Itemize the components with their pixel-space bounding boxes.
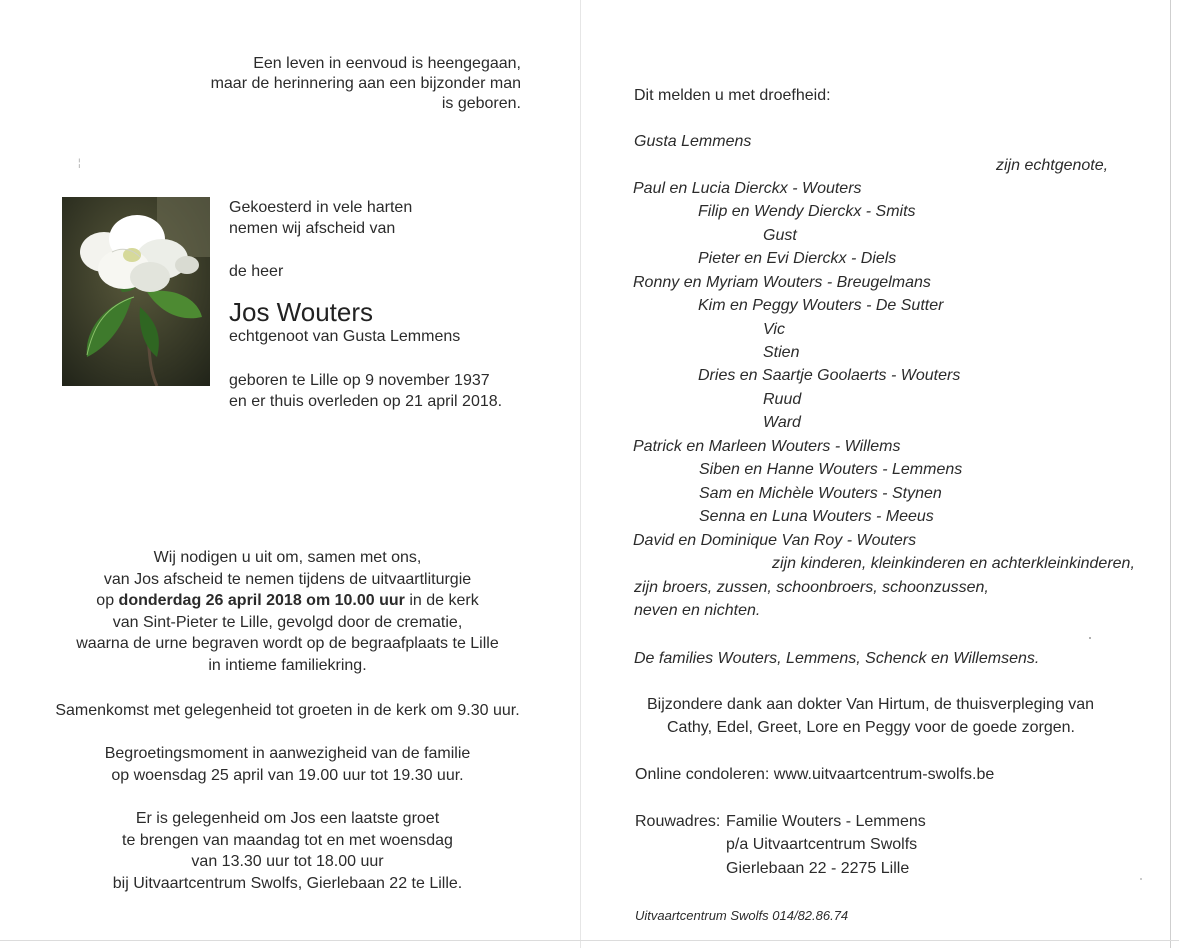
quote-line: is geboren. — [441, 95, 521, 112]
families-line: De families Wouters, Lemmens, Schenck en Willemsens. — [634, 650, 1040, 667]
family-member: Kim en Peggy Wouters - De Sutter — [698, 297, 944, 314]
address-line: Familie Wouters - Lemmens — [726, 813, 926, 830]
invitation-date-prefix: op — [96, 592, 119, 610]
quote-line: maar de herinnering aan een bijzonder man — [210, 75, 521, 92]
relatives-line: neven en nichten. — [634, 602, 761, 619]
invitation-line: Wij nodigen u uit om, samen met ons, — [153, 549, 422, 566]
family-member: Sam en Michèle Wouters - Stynen — [699, 485, 942, 502]
opening-quote — [180, 54, 521, 114]
visit-line: te brengen van maandag tot en met woensdag — [122, 831, 453, 849]
card-bottom-edge — [0, 940, 1179, 941]
greeting-line: op woensdag 25 april van 19.00 uur tot 19.30 uur. — [111, 766, 464, 784]
spouse-line: echtgenoot van Gusta Lemmens — [229, 328, 461, 345]
invitation-line: van Jos afscheid te nemen tijdens de uitvaartliturgie — [103, 570, 472, 588]
invitation-line: van Sint-Pieter te Lille, gevolgd door de crematie, — [112, 613, 463, 631]
invitation-date-suffix: in de kerk — [404, 592, 479, 610]
family-member: Siben en Hanne Wouters - Lemmens — [699, 461, 963, 478]
invitation-line: waarna de urne begraven wordt op de begraafplaats te Lille — [76, 635, 499, 653]
children-note: zijn kinderen, kleinkinderen en achterkleinkinderen, — [772, 555, 1135, 572]
family-member: Ruud — [763, 391, 802, 408]
deceased-name: Jos Wouters — [229, 297, 374, 327]
family-member: Paul en Lucia Dierckx - Wouters — [633, 180, 862, 197]
greeting-moment — [30, 743, 545, 786]
family-member: Patrick en Marleen Wouters - Willems — [633, 438, 901, 455]
family-member: Senna en Luna Wouters - Meeus — [699, 508, 934, 525]
visiting-hours — [30, 808, 545, 894]
family-member: Stien — [763, 344, 800, 361]
birth-line: geboren te Lille op 9 november 1937 — [229, 372, 490, 389]
visit-line: van 13.30 uur tot 18.00 uur — [191, 853, 384, 871]
spouse-name: Gusta Lemmens — [634, 133, 752, 150]
card-right-edge — [1170, 0, 1171, 948]
online-condolence: Online condoleren: www.uitvaartcentrum-swolfs.be — [635, 766, 995, 783]
family-member: Pieter en Evi Dierckx - Diels — [698, 250, 897, 267]
scan-speck — [1140, 878, 1142, 880]
invitation-line: in intieme familiekring. — [208, 656, 367, 674]
gathering-line: Samenkomst met gelegenheid tot groeten in de kerk om 9.30 uur. — [55, 702, 520, 719]
scan-speck — [1089, 637, 1091, 639]
address-line: Gierlebaan 22 - 2275 Lille — [726, 860, 910, 877]
family-member: Ward — [763, 414, 801, 431]
visit-line: Er is gelegenheid om Jos een laatste groet — [135, 810, 440, 827]
address-label: Rouwadres: — [635, 813, 721, 830]
quote-line: Een leven in eenvoud is heengegaan, — [253, 55, 521, 72]
gathering-note — [30, 700, 545, 722]
family-member: Vic — [763, 321, 785, 338]
death-line: en er thuis overleden op 21 april 2018. — [229, 393, 503, 410]
visit-line: bij Uitvaartcentrum Swolfs, Gierlebaan 22 te Lille. — [112, 874, 463, 892]
funeral-date-time: donderdag 26 april 2018 om 10.00 uur — [118, 592, 405, 610]
family-member: Filip en Wendy Dierckx - Smits — [698, 203, 916, 220]
family-member: Dries en Saartje Goolaerts - Wouters — [698, 367, 961, 384]
flower-photo — [62, 197, 210, 386]
thanks-line: Cathy, Edel, Greet, Lore en Peggy voor de goede zorgen. — [667, 719, 1075, 736]
thanks-line: Bijzondere dank aan dokter Van Hirtum, de thuisverpleging van — [647, 696, 1095, 713]
family-member: Gust — [763, 227, 797, 244]
address-line: p/a Uitvaartcentrum Swolfs — [726, 836, 918, 853]
card-fold-line — [580, 0, 581, 948]
spouse-role: zijn echtgenote, — [996, 157, 1109, 174]
funeral-home-footer: Uitvaartcentrum Swolfs 014/82.86.74 — [635, 908, 849, 923]
relatives-line: zijn broers, zussen, schoonbroers, schoonzussen, — [634, 579, 989, 596]
family-member: David en Dominique Van Roy - Wouters — [633, 532, 917, 549]
invitation-date-line — [30, 590, 545, 612]
intro-line: nemen wij afscheid van — [229, 220, 396, 237]
announcement: Dit melden u met droefheid: — [634, 87, 831, 104]
intro-line: Gekoesterd in vele harten — [229, 199, 413, 216]
honorific: de heer — [229, 263, 284, 280]
scan-mark: ¦ — [78, 158, 81, 169]
greeting-line: Begroetingsmoment in aanwezigheid van de familie — [104, 745, 471, 762]
funeral-invitation — [30, 547, 545, 677]
family-member: Ronny en Myriam Wouters - Breugelmans — [633, 274, 931, 291]
